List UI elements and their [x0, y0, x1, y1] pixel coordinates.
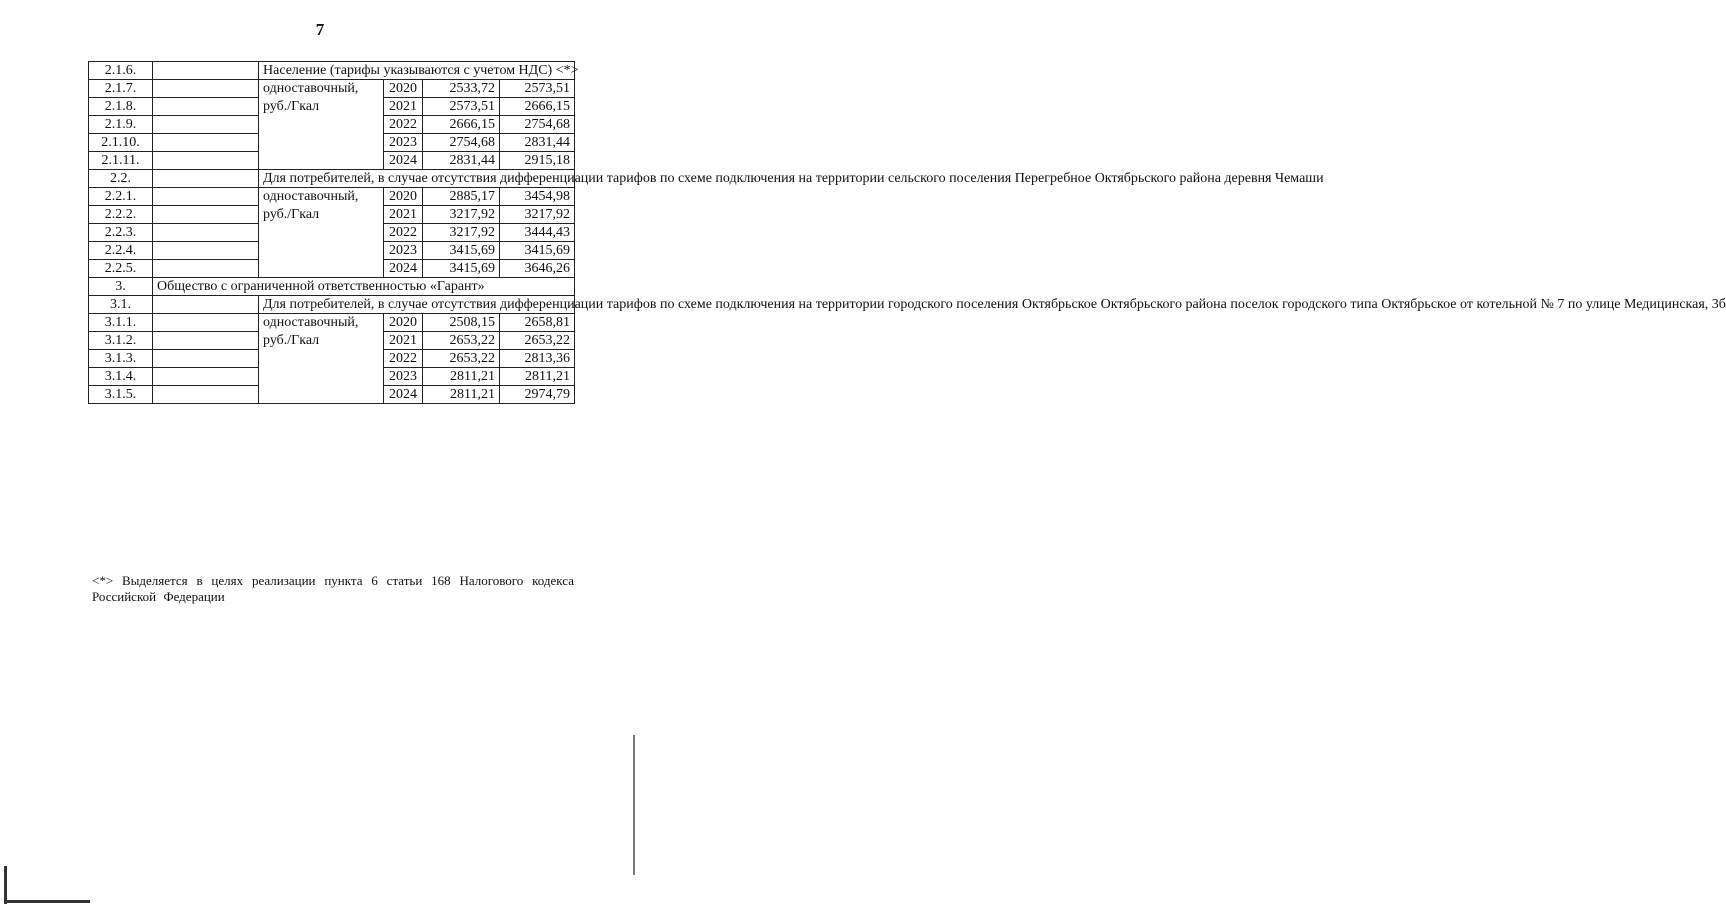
row-number: 3.1. — [89, 296, 153, 314]
row-number: 2.2.4. — [89, 242, 153, 260]
tariff-value-first-half: 2533,72 — [423, 80, 500, 98]
tariff-value-first-half: 2508,15 — [423, 314, 500, 332]
row-number: 2.1.7. — [89, 80, 153, 98]
tariff-table — [88, 61, 1726, 404]
tariff-value-second-half: 2666,15 — [500, 98, 575, 116]
year-cell: 2022 — [384, 116, 423, 134]
tariff-value-first-half: 3415,69 — [423, 242, 500, 260]
tariff-value-second-half: 2811,21 — [500, 368, 575, 386]
tariff-kind-line-2: руб./Гкал — [263, 99, 320, 114]
tariff-value-first-half: 2885,17 — [423, 188, 500, 206]
tariff-value-second-half: 2974,79 — [500, 386, 575, 404]
row-number: 2.1.10. — [89, 134, 153, 152]
tariff-kind — [259, 188, 384, 278]
section-header-text: Для потребителей, в случае отсутствия дифференциации тарифов по схеме подключения на территории городского поселения Октябрьское Октябрьского района поселок городского типа Октябрьское от котельной № 7 по улице Медицинская, 3б — [259, 296, 575, 314]
row-number: 3. — [89, 278, 153, 296]
year-cell: 2021 — [384, 332, 423, 350]
tariff-value-second-half: 2573,51 — [500, 80, 575, 98]
year-cell: 2024 — [384, 152, 423, 170]
tariff-kind-line-2: руб./Гкал — [263, 207, 320, 222]
row-number: 3.1.3. — [89, 350, 153, 368]
year-cell: 2023 — [384, 134, 423, 152]
empty-cell — [153, 350, 259, 368]
year-cell: 2023 — [384, 242, 423, 260]
row-number: 3.1.2. — [89, 332, 153, 350]
tariff-value-first-half: 2653,22 — [423, 350, 500, 368]
empty-cell — [153, 224, 259, 242]
empty-cell — [153, 170, 259, 188]
tariff-value-second-half: 3454,98 — [500, 188, 575, 206]
section-header-row — [89, 62, 575, 80]
section-header-row — [89, 296, 575, 314]
row-number: 2.1.6. — [89, 62, 153, 80]
tariff-kind-line-1: одноставочный, — [263, 315, 359, 330]
tariff-value-second-half: 2754,68 — [500, 116, 575, 134]
empty-cell — [153, 98, 259, 116]
row-number: 2.2.3. — [89, 224, 153, 242]
empty-cell — [153, 260, 259, 278]
tariff-kind-line-1: одноставочный, — [263, 81, 359, 96]
empty-cell — [153, 80, 259, 98]
row-number: 3.1.5. — [89, 386, 153, 404]
empty-cell — [153, 134, 259, 152]
empty-cell — [153, 368, 259, 386]
row-number: 2.2.1. — [89, 188, 153, 206]
tariff-value-second-half: 3444,43 — [500, 224, 575, 242]
year-cell: 2023 — [384, 368, 423, 386]
footnote: <*> Выделяется в целях реализации пункта 6 статьи 168 Налогового кодекса Российской Федерации — [92, 573, 574, 604]
empty-cell — [153, 332, 259, 350]
tariff-value-second-half: 3646,26 — [500, 260, 575, 278]
tariff-value-first-half: 3217,92 — [423, 224, 500, 242]
empty-cell — [153, 62, 259, 80]
tariff-kind-line-2: руб./Гкал — [263, 333, 320, 348]
empty-cell — [153, 296, 259, 314]
year-cell: 2021 — [384, 206, 423, 224]
row-number: 3.1.1. — [89, 314, 153, 332]
empty-cell — [153, 116, 259, 134]
year-cell: 2021 — [384, 98, 423, 116]
row-number: 2.2.2. — [89, 206, 153, 224]
year-cell: 2020 — [384, 80, 423, 98]
empty-cell — [153, 206, 259, 224]
scan-mark-bottom — [4, 900, 90, 903]
scan-mark-left — [4, 866, 7, 904]
row-number: 2.2. — [89, 170, 153, 188]
org-row — [89, 278, 575, 296]
tariff-value-first-half: 2754,68 — [423, 134, 500, 152]
year-cell: 2020 — [384, 314, 423, 332]
section-header-row — [89, 170, 575, 188]
section-header-text: Для потребителей, в случае отсутствия дифференциации тарифов по схеме подключения на территории сельского поселения Перегребное Октябрьского района деревня Чемаши — [259, 170, 575, 188]
year-cell: 2022 — [384, 224, 423, 242]
tariff-row — [89, 80, 575, 98]
tariff-value-second-half: 2831,44 — [500, 134, 575, 152]
tariff-value-second-half: 2813,36 — [500, 350, 575, 368]
empty-cell — [153, 314, 259, 332]
tariff-value-first-half: 2811,21 — [423, 368, 500, 386]
tariff-kind-line-1: одноставочный, — [263, 189, 359, 204]
org-name: Общество с ограниченной ответственностью «Гарант» — [153, 278, 575, 296]
row-number: 2.2.5. — [89, 260, 153, 278]
page-number: 7 — [315, 20, 325, 39]
section-header-text: Население (тарифы указываются с учетом НДС) <*> — [259, 62, 575, 80]
year-cell: 2022 — [384, 350, 423, 368]
year-cell: 2024 — [384, 386, 423, 404]
tariff-value-first-half: 2573,51 — [423, 98, 500, 116]
empty-cell — [153, 242, 259, 260]
row-number: 2.1.11. — [89, 152, 153, 170]
tariff-value-first-half: 2653,22 — [423, 332, 500, 350]
tariff-value-first-half: 2811,21 — [423, 386, 500, 404]
year-cell: 2024 — [384, 260, 423, 278]
tariff-value-first-half: 2666,15 — [423, 116, 500, 134]
tariff-value-first-half: 3415,69 — [423, 260, 500, 278]
tariff-value-first-half: 2831,44 — [423, 152, 500, 170]
row-number: 2.1.9. — [89, 116, 153, 134]
year-cell: 2020 — [384, 188, 423, 206]
tariff-value-second-half: 2658,81 — [500, 314, 575, 332]
empty-cell — [153, 386, 259, 404]
tariff-value-second-half: 2915,18 — [500, 152, 575, 170]
row-number: 3.1.4. — [89, 368, 153, 386]
tariff-kind — [259, 314, 384, 404]
tariff-value-second-half: 3217,92 — [500, 206, 575, 224]
tariff-value-first-half: 3217,92 — [423, 206, 500, 224]
scan-mark-right — [633, 735, 635, 875]
empty-cell — [153, 152, 259, 170]
row-number: 2.1.8. — [89, 98, 153, 116]
tariff-kind — [259, 80, 384, 170]
tariff-row — [89, 314, 575, 332]
tariff-value-second-half: 2653,22 — [500, 332, 575, 350]
tariff-value-second-half: 3415,69 — [500, 242, 575, 260]
empty-cell — [153, 188, 259, 206]
tariff-row — [89, 188, 575, 206]
